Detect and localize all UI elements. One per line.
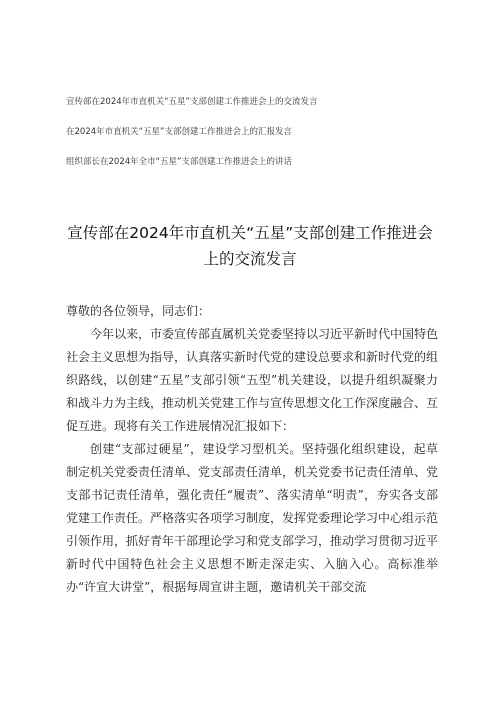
title-line: 上的交流发言 [203,250,297,268]
body-paragraph: 创建“支部过硬星”，建设学习型机关。坚持强化组织建设，起草制定机关党委责任清单、党支部责任清单，机关党委书记责任清单、党支部书记责任清单，强化责任“履责”、落实清单“明责”，夯实各支部党建工作责任。严格落实各项学习制度，发挥党委理论学习中心组示范引领作用，抓好青年干部理论学习和党支部学习，推动学习贯彻习近平新时代中国特色社会主义思想不断走深走实、入脑入心。高标准举办“许宣大讲堂”，根据每周宣讲主题，邀请机关干部交流 [66,442,439,594]
document-body [66,300,438,599]
salutation: 尊敬的各位领导，同志们： [66,304,211,318]
toc-item[interactable]: 宣传部在2024年市直机关“五星”支部创建工作推进会上的交流发言 [66,97,318,107]
body-paragraph: 今年以来，市委宣传部直属机关党委坚持以习近平新时代中国特色社会主义思想为指导，认真落实新时代党的建设总要求和新时代党的组织路线，以创建“五星”支部引领“五型”机关建设，以提升组织凝聚力和战斗力为主线，推动机关党建工作与宣传思想文化工作深度融合、互促互进。现将有关工作进展情况汇报如下： [66,327,439,433]
toc-item[interactable]: 在2024年市直机关“五星”支部创建工作推进会上的汇报发言 [66,127,292,137]
table-of-contents [66,96,446,186]
title-line: 宣传部在2024年市直机关“五星”支部创建工作推进会 [67,224,433,242]
toc-item[interactable]: 组织部长在2024年全市“五星”支部创建工作推进会上的讲话 [66,157,292,167]
document-title [40,220,460,272]
